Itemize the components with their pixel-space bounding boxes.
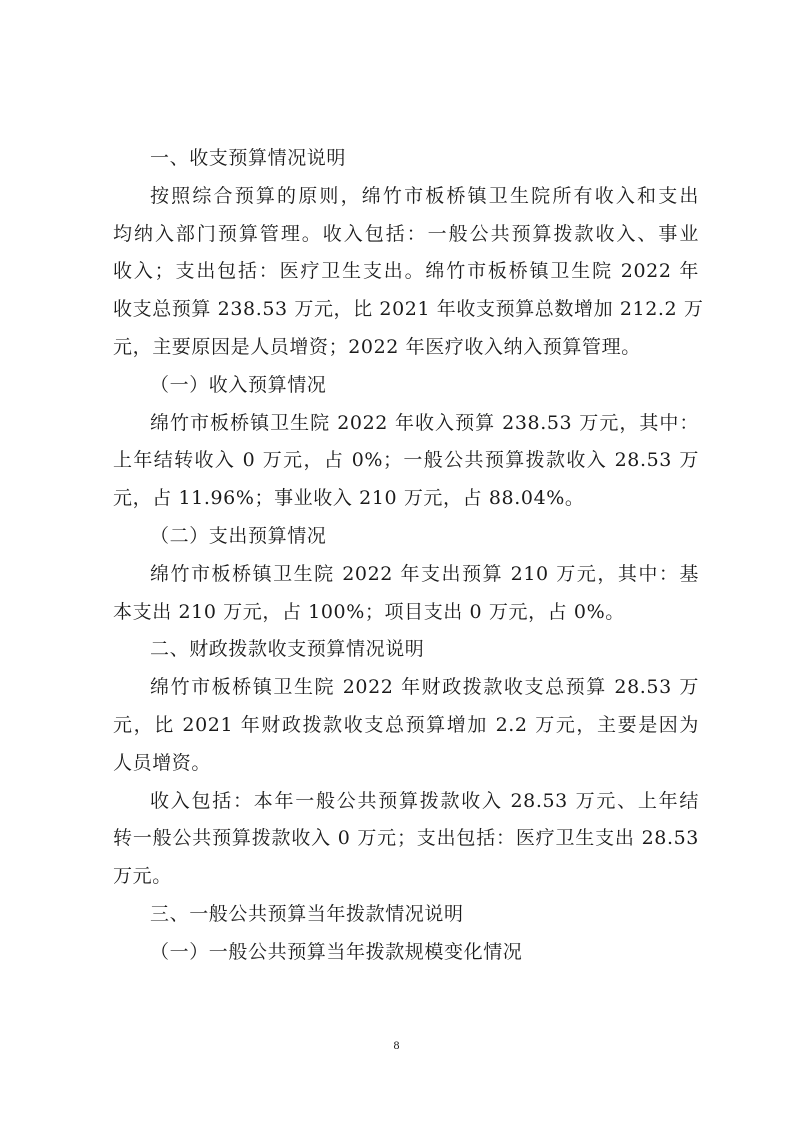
page-number: 8: [393, 1038, 400, 1052]
paragraph-line: 元，主要原因是人员增资；2022 年医疗收入纳入预算管理。: [113, 335, 641, 358]
paragraph-line: 人员增资。: [113, 751, 212, 774]
paragraph-line: 绵竹市板桥镇卫生院 2022 年收入预算 238.53 万元，其中：: [150, 411, 699, 434]
paragraph-line: 按照综合预算的原则，绵竹市板桥镇卫生院所有收入和支出: [150, 184, 699, 207]
paragraph-line: 元，占 11.96%；事业收入 210 万元，占 88.04%。: [113, 487, 585, 510]
paragraph-line: 本支出 210 万元，占 100%；项目支出 0 万元，占 0%。: [113, 600, 625, 623]
paragraph-line: 上年结转收入 0 万元，占 0%；一般公共预算拨款收入 28.53 万: [113, 449, 699, 472]
section-heading-2: 二、财政拨款收支预算情况说明: [150, 638, 425, 661]
paragraph-line: 绵竹市板桥镇卫生院 2022 年支出预算 210 万元，其中：基: [150, 562, 699, 585]
section-heading-3: 三、一般公共预算当年拨款情况说明: [150, 902, 464, 925]
paragraph-line: 绵竹市板桥镇卫生院 2022 年财政拨款收支总预算 28.53 万: [150, 676, 699, 699]
paragraph-line: 元，比 2021 年财政拨款收支总预算增加 2.2 万元，主要是因为: [113, 713, 699, 736]
subsection-heading-expenditure: （二）支出预算情况: [150, 524, 327, 547]
paragraph-line: 收入；支出包括：医疗卫生支出。绵竹市板桥镇卫生院 2022 年: [113, 260, 699, 283]
section-heading-1: 一、收支预算情况说明: [150, 147, 347, 169]
paragraph-line: 转一般公共预算拨款收入 0 万元；支出包括：医疗卫生支出 28.53: [113, 827, 699, 850]
subsection-heading-scale-change: （一）一般公共预算当年拨款规模变化情况: [150, 940, 523, 963]
paragraph-line: 万元。: [113, 865, 172, 888]
body-text: [113, 140, 704, 972]
paragraph-line: 收支总预算 238.53 万元，比 2021 年收支预算总数增加 212.2 万: [113, 298, 704, 321]
subsection-heading-income: （一）收入预算情况: [150, 373, 327, 396]
paragraph-line: 均纳入部门预算管理。收入包括：一般公共预算拨款收入、事业: [113, 222, 699, 245]
paragraph-line: 收入包括：本年一般公共预算拨款收入 28.53 万元、上年结: [150, 789, 699, 812]
